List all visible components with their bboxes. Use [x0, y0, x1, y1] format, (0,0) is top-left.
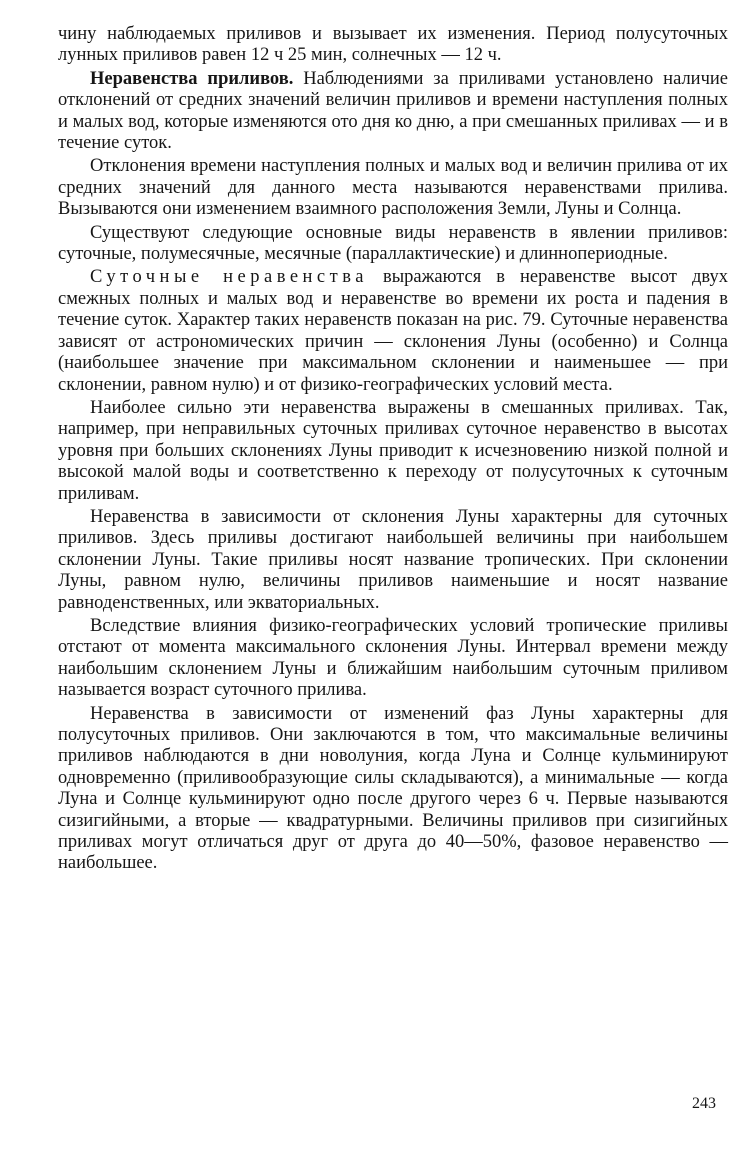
paragraph-continuation — [58, 24, 728, 67]
paragraph-mixed-tides — [58, 398, 728, 505]
paragraph-text: Отклонения времени наступления полных и малых вод и величин прилива от их средних значений для данного места называются неравенствами прилива. Вызываются они изменением взаимного расположения Земли, Луны и Солнца. — [58, 156, 728, 220]
paragraph-text: Неравенства в зависимости от склонения Луны характерны для суточных приливов. Здесь приливы достигают наибольшей величины при наибольшем склонении Луны. Такие приливы носят название тропических. При склонении Луны, равном нулю, величины приливов наименьшие и носят название равноденственных, или экваториальных. — [58, 506, 728, 613]
paragraph-text: Существуют следующие основные виды неравенств в явлении приливов: суточные, полумесячные, месячные (параллактические) и длиннопериодные. — [58, 222, 728, 265]
paragraph-diurnal — [58, 267, 728, 395]
paragraph-text: Неравенства в зависимости от изменений фаз Луны характерны для полусуточных приливов. Они заключаются в том, что максимальные величины приливов наблюдаются в дни новолуния, когда Луна и Солнце кульминируют одновременно (приливообразующие силы складываются), а минимальные — когда Луна и Солнце кульминируют одно после другого через 6 ч. Первые называются сизигийными, а вторые — квадратурными. Величины приливов при сизигийных приливах могут отличаться друг от друга до 40—50%, фазовое неравенство — наибольшее. — [58, 703, 728, 874]
paragraph-text: чину наблюдаемых приливов и вызывает их изменения. Период полусуточных лунных приливов равен 12 ч 25 мин, солнечных — 12 ч. — [58, 24, 728, 66]
paragraph-text: выражаются в неравенстве высот двух смежных полных и малых вод и неравенстве во времени их роста и падения в течение суток. Характер таких неравенств показан на рис. 79. Суточные неравенства зависят от астрономических причин — склонения Луны (особенно) и Солнца (наибольшее значение при максимальном склонении и наименьшее — при склонении, равном нулю) и от физико-географических условий места. — [58, 267, 728, 395]
paragraph-text: Наиболее сильно эти неравенства выражены в смешанных приливах. Так, например, при неправильных суточных приливах суточное неравенство в высотах уровня при больших склонениях Луны приводит к исчезновению низкой полной и высокой малой воды и соответственно к переходу от полусуточных к суточным приливам. — [58, 397, 728, 504]
paragraph-phase — [58, 704, 728, 875]
paragraph-types — [58, 223, 728, 266]
paragraph-tidal-inequalities — [58, 69, 728, 155]
paragraph-text: Вследствие влияния физико-географических условий тропические приливы отстают от момента максимального склонения Луны. Интервал времени между наибольшим склонением Луны и ближайшим наибольшим суточным приливом называется возраст суточного прилива. — [58, 615, 728, 701]
paragraph-text: Наблюдениями за приливами установлено наличие отклонений от средних значений величин приливов и времени наступления полных и малых вод, которые изменяются ото дня ко дню, а при смешанных приливах — и в течение суток. — [58, 68, 728, 154]
paragraph-declination — [58, 507, 728, 614]
paragraph-definition — [58, 156, 728, 220]
spaced-term: Суточные неравенства — [90, 267, 368, 288]
section-heading: Неравенства приливов. — [90, 68, 294, 89]
page-number: 243 — [692, 1095, 716, 1112]
paragraph-tropical-lag — [58, 616, 728, 702]
